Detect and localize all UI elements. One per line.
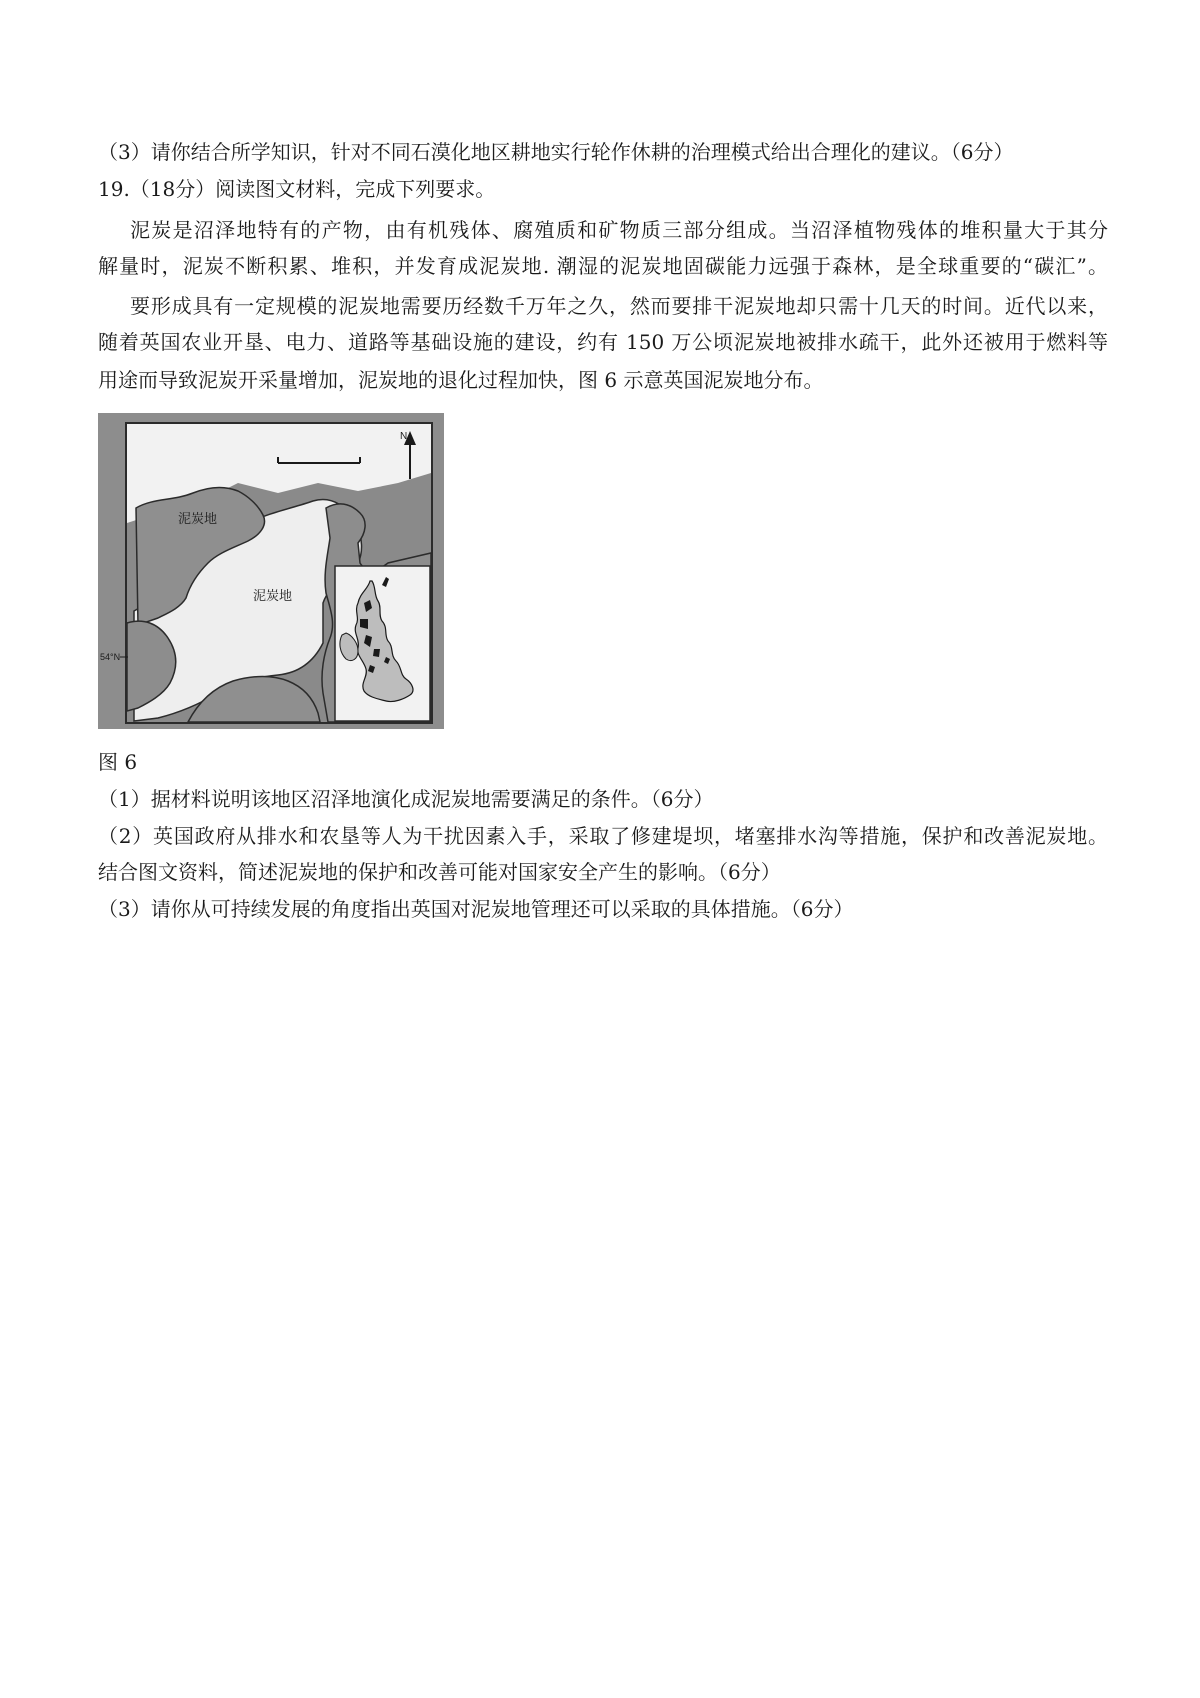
- figure-caption: 图 6: [98, 750, 138, 774]
- q19-para2-line3: 用途而导致泥炭开采量增加，泥炭地的退化过程加快，图 6 示意英国泥炭地分布。: [98, 368, 824, 392]
- q19-part1: （1）据材料说明该地区沼泽地演化成泥炭地需要满足的条件。（6分）: [98, 787, 714, 811]
- peatland-label-1: 泥炭地: [178, 512, 218, 527]
- peatland-label-2: 泥炭地: [253, 589, 293, 604]
- uk-peatland-map: [98, 413, 444, 729]
- q19-para1-line2: 解量时，泥炭不断积累、堆积，并发育成泥炭地. 潮湿的泥炭地固碳能力远强于森林，是全球重要的“碳汇”。: [98, 254, 1108, 278]
- q19-part2-line1: （2）英国政府从排水和农垦等人为干扰因素入手，采取了修建堤坝，堵塞排水沟等措施，保护和改善泥炭地。: [98, 824, 1108, 848]
- q19-para2-line2: 随着英国农业开垦、电力、道路等基础设施的建设，约有 150 万公顷泥炭地被排水疏干，此外还被用于燃料等: [98, 330, 1108, 354]
- q19-part2-line2: 结合图文资料，简述泥炭地的保护和改善可能对国家安全产生的影响。（6分）: [98, 860, 781, 884]
- latitude-label: 54°N: [100, 652, 121, 662]
- q19-para2-line1: 要形成具有一定规模的泥炭地需要历经数千万年之久，然而要排干泥炭地却只需十几天的时间。近代以来，: [130, 294, 1108, 318]
- north-label: N: [400, 431, 408, 442]
- q19-part3: （3）请你从可持续发展的角度指出英国对泥炭地管理还可以采取的具体措施。（6分）: [98, 897, 854, 921]
- q18-part3: （3）请你结合所学知识，针对不同石漠化地区耕地实行轮作休耕的治理模式给出合理化的建议。（6分）: [98, 140, 1014, 164]
- q19-para1-line1: 泥炭是沼泽地特有的产物，由有机残体、腐殖质和矿物质三部分组成。当沼泽植物残体的堆积量大于其分: [130, 218, 1108, 242]
- q19-header: 19.（18分）阅读图文材料，完成下列要求。: [98, 177, 496, 201]
